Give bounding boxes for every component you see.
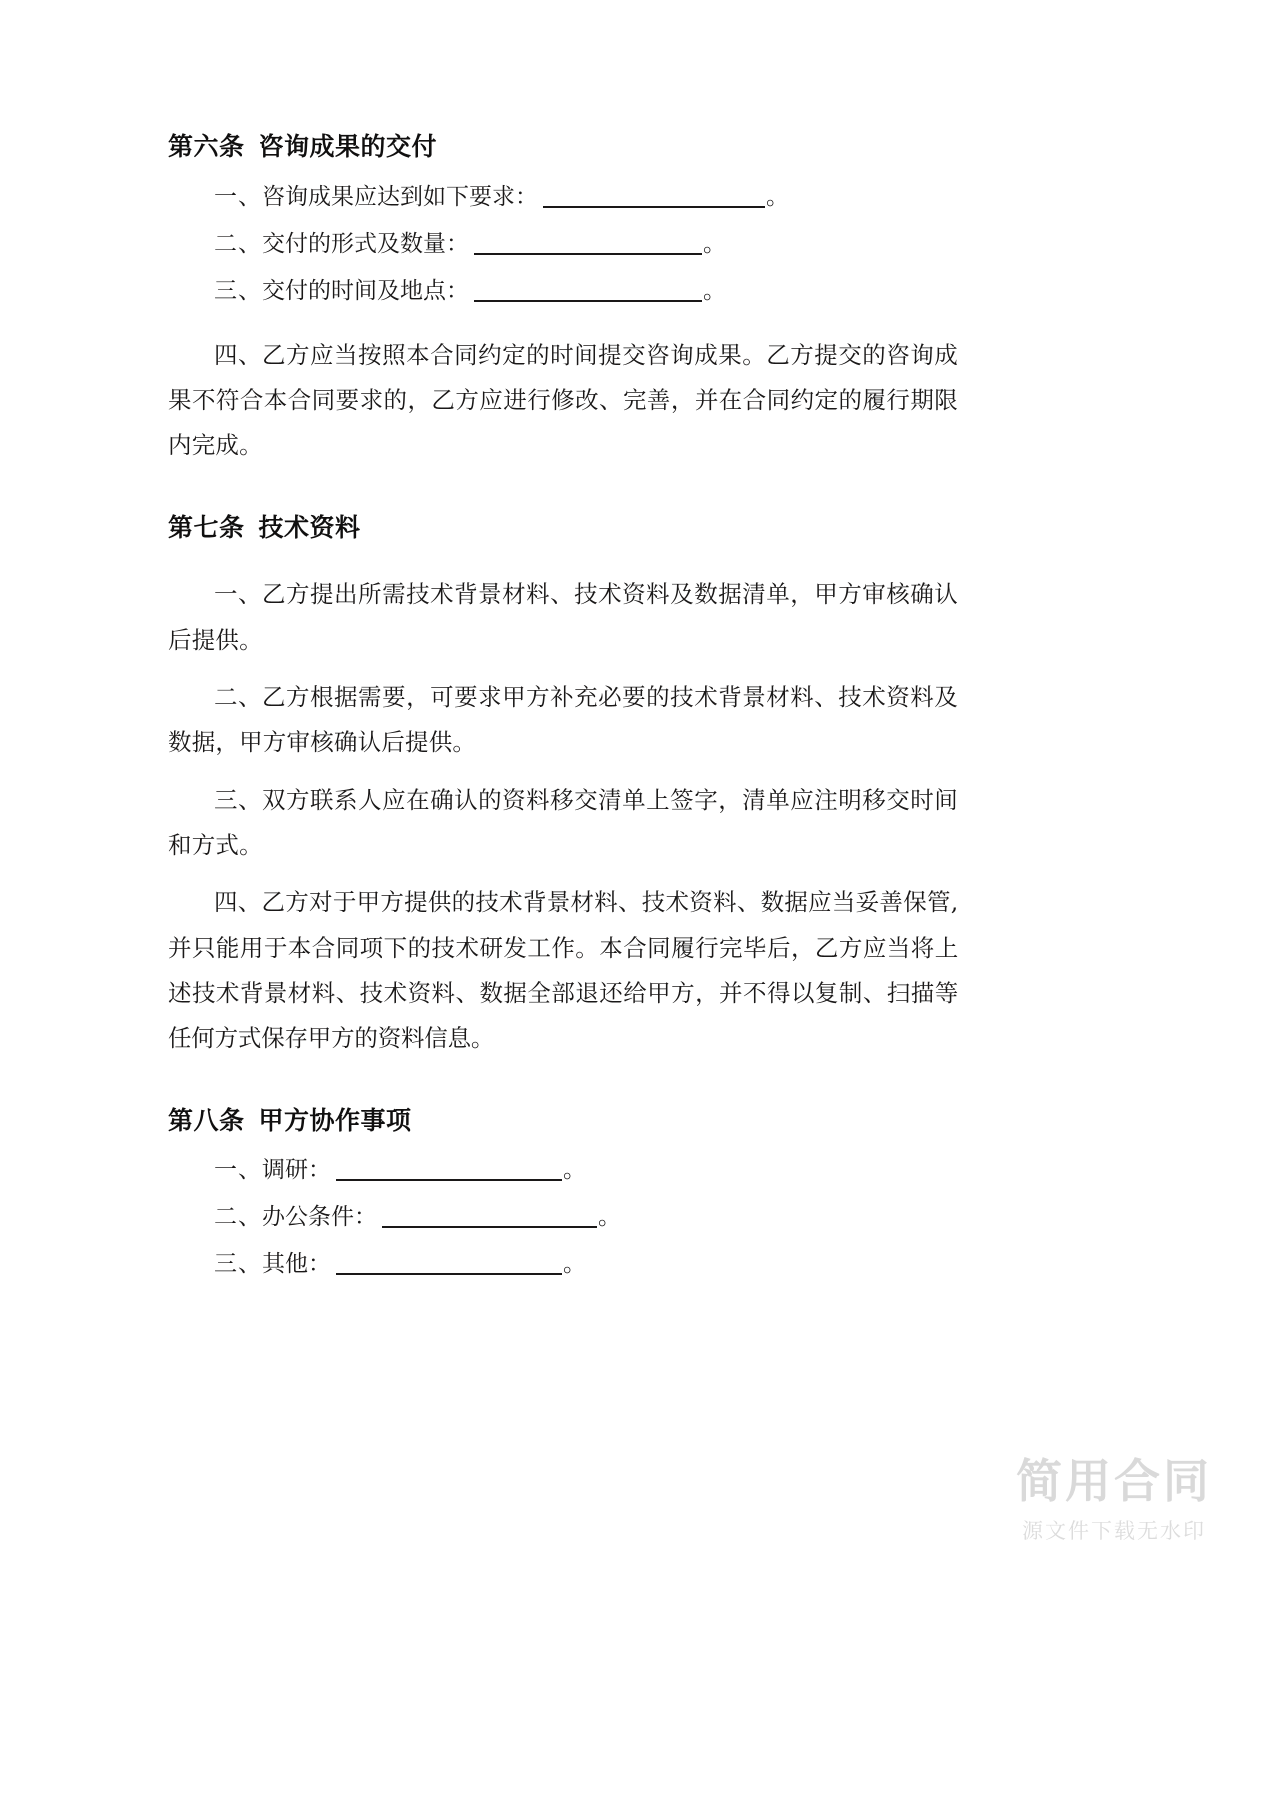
paragraph: 四、乙方对于甲方提供的技术背景材料、技术资料、数据应当妥善保管,并只能用于本合同项下的技术研发工作。本合同履行完毕后，乙方应当将上述技术背景材料、技术资料、数据全部退还给甲方，并不得以复制、扫描等任何方式保存甲方的资料信息。 [168, 888, 958, 1053]
fill-in-blank[interactable] [474, 253, 702, 255]
item-number: 二、 [214, 230, 262, 257]
fill-in-blank[interactable] [336, 1179, 562, 1181]
item-label: 交付的时间及地点： [262, 277, 469, 304]
item-period: 。 [703, 230, 726, 257]
heading-number: 第六条 [168, 132, 245, 161]
item-number: 二、 [214, 1204, 262, 1231]
item-number: 三、 [214, 277, 262, 304]
document-body [168, 128, 958, 1294]
spacer [168, 266, 958, 276]
list-item [168, 1202, 958, 1233]
spacer [168, 870, 958, 880]
section-article-8 [168, 1102, 958, 1281]
spacer [168, 313, 958, 333]
item-number: 一、 [214, 1157, 262, 1184]
heading-number: 第八条 [168, 1105, 245, 1135]
spacer [168, 1192, 958, 1202]
list-item [168, 229, 958, 260]
fill-in-blank[interactable] [382, 1226, 597, 1228]
item-label: 调研： [262, 1157, 331, 1184]
list-item [168, 1155, 958, 1186]
item-period: 。 [563, 1157, 586, 1184]
item-label: 交付的形式及数量： [262, 230, 469, 257]
section-heading-article-8 [168, 1102, 958, 1140]
paragraph: 二、乙方根据需要，可要求甲方补充必要的技术背景材料、技术资料及数据，甲方审核确认后提供。 [168, 682, 958, 757]
spacer [168, 1145, 958, 1155]
spacer [168, 1076, 958, 1102]
list-item [168, 1249, 958, 1280]
section-heading-article-7 [168, 509, 958, 547]
heading-title: 甲方协作事项 [258, 1105, 412, 1135]
watermark-subtitle: 源文件下载无水印 [1022, 1519, 1206, 1543]
item-period: 。 [598, 1204, 621, 1231]
heading-title: 技术资料 [258, 512, 361, 542]
item-label: 办公条件： [262, 1204, 377, 1231]
spacer [168, 219, 958, 229]
spacer [168, 1239, 958, 1249]
item-period: 。 [766, 183, 789, 210]
item-number: 一、 [214, 183, 262, 210]
heading-title: 咨询成果的交付 [258, 132, 438, 161]
spacer [168, 665, 958, 675]
item-label: 其他： [262, 1251, 331, 1278]
spacer [168, 172, 958, 182]
item-period: 。 [703, 277, 726, 304]
spacer [168, 768, 958, 778]
section-article-6 [168, 128, 958, 469]
watermark-title: 简用合同 [1016, 1454, 1212, 1509]
fill-in-blank[interactable] [543, 206, 765, 208]
watermark [1016, 1456, 1212, 1545]
spacer [168, 552, 958, 572]
fill-in-blank[interactable] [474, 300, 702, 302]
paragraph: 三、双方联系人应在确认的资料移交清单上签字，清单应注明移交时间和方式。 [168, 785, 958, 859]
fill-in-blank[interactable] [336, 1273, 562, 1275]
section-article-7 [168, 509, 958, 1062]
heading-number: 第七条 [168, 512, 245, 542]
paragraph: 四、乙方应当按照本合同约定的时间提交咨询成果。乙方提交的咨询成果不符合本合同要求的，乙方应进行修改、完善，并在合同约定的履行期限内完成。 [168, 340, 958, 460]
item-number: 三、 [214, 1251, 262, 1278]
list-item [168, 182, 958, 213]
item-label: 咨询成果应达到如下要求： [262, 183, 538, 210]
paragraph: 一、乙方提出所需技术背景材料、技术资料及数据清单，甲方审核确认后提供。 [168, 580, 958, 654]
list-item [168, 276, 958, 307]
spacer [168, 483, 958, 509]
section-heading-article-6 [168, 128, 958, 166]
item-period: 。 [563, 1251, 586, 1278]
